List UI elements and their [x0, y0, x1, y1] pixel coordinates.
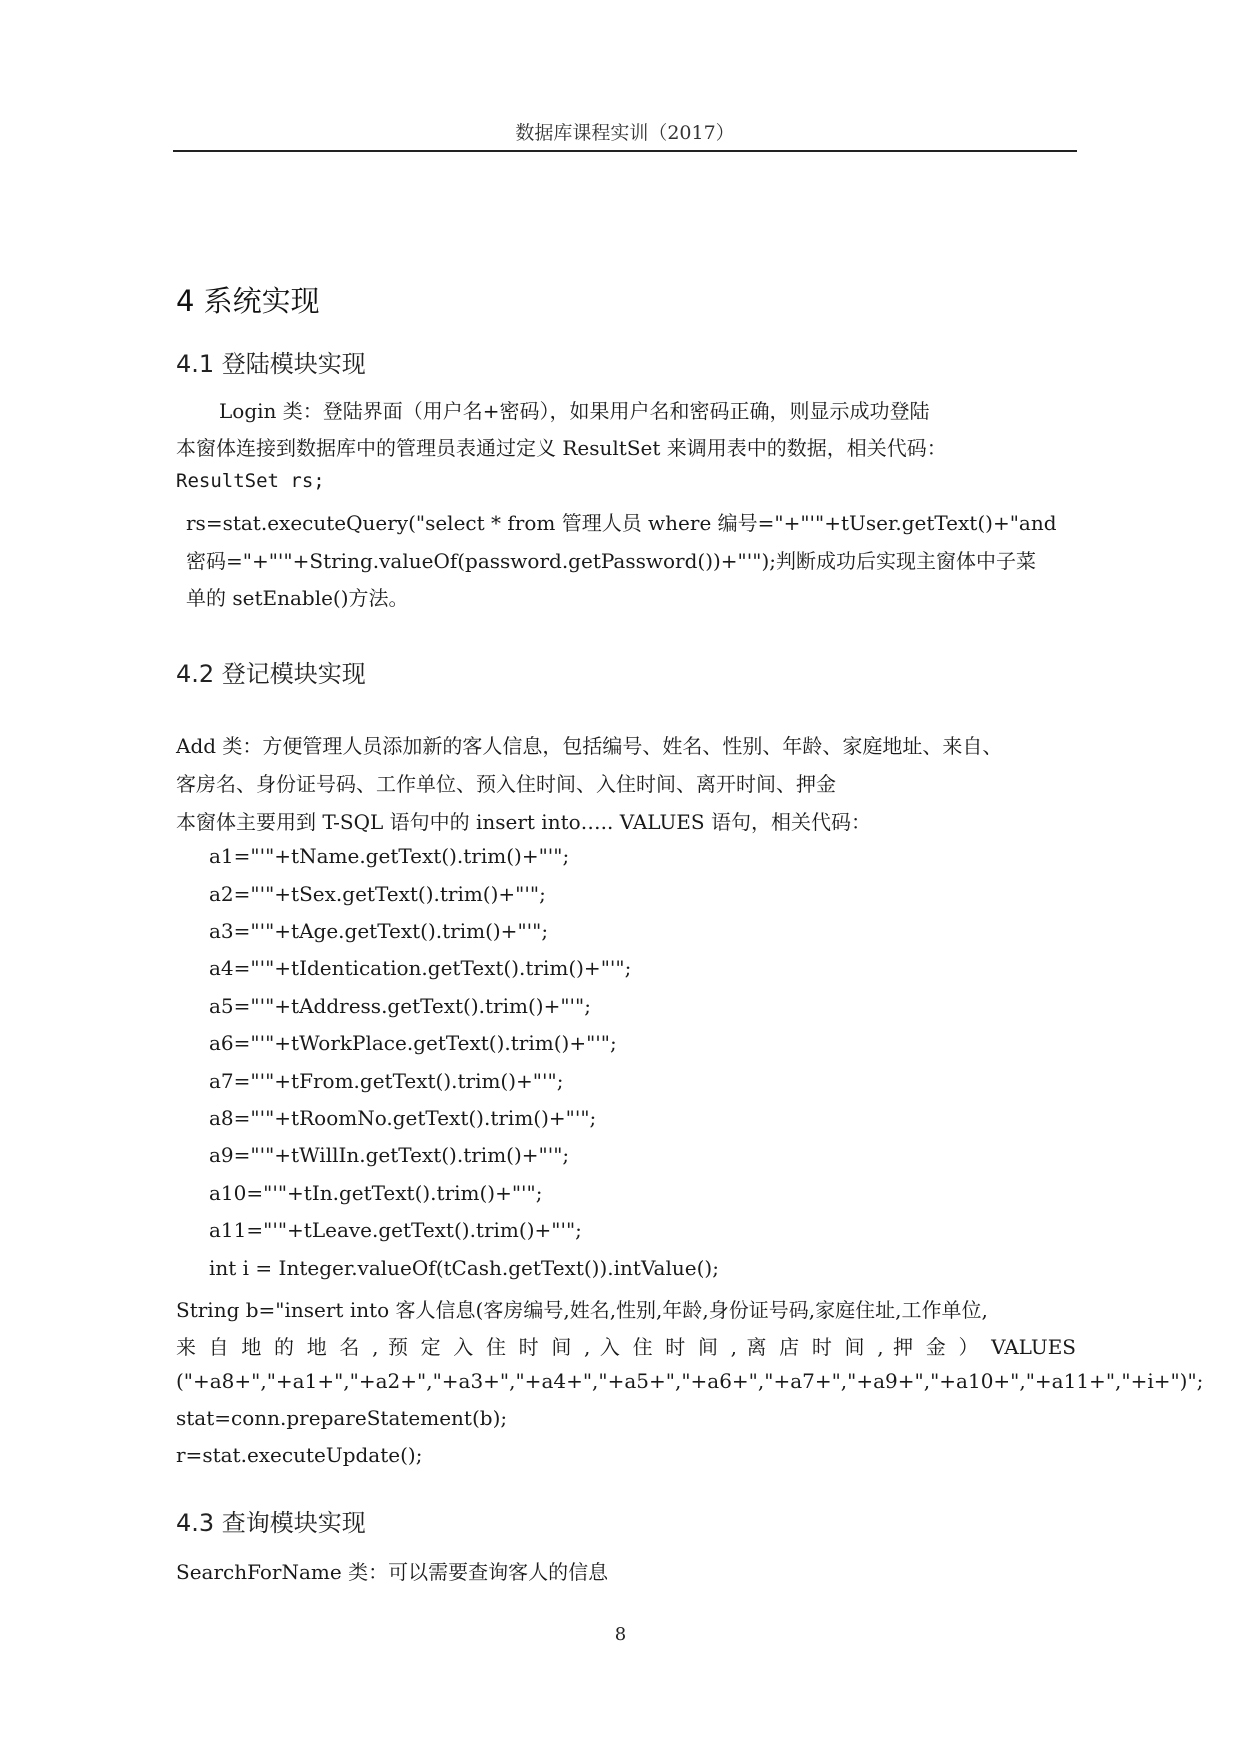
code-line: 来 自 地 的 地 名 , 预 定 入 住 时 间 , 入 住 时 间 , 离 店 时 间 , 押 金 ） VALUES	[176, 1335, 1076, 1359]
paragraph-line: SearchForName 类：可以需要查询客人的信息	[176, 1560, 609, 1584]
code-line: a4="'"+tIdentication.getText().trim()+"'";	[209, 956, 632, 980]
header-rule	[173, 150, 1077, 152]
code-line: ResultSet rs;	[176, 470, 325, 492]
code-line: rs=stat.executeQuery("select * from 管理人员 where 编号="+"'"+tUser.getText()+"and	[186, 511, 1057, 535]
section-4-heading: 4 系统实现	[176, 284, 320, 318]
code-line: a1="'"+tName.getText().trim()+"'";	[209, 844, 570, 868]
code-line: 密码="+"'"+String.valueOf(password.getPassword())+"'");判断成功后实现主窗体中子菜	[186, 549, 1036, 573]
code-line: a2="'"+tSex.getText().trim()+"'";	[209, 882, 546, 906]
paragraph-line: Add 类：方便管理人员添加新的客人信息，包括编号、姓名、性别、年龄、家庭地址、来自、	[176, 734, 1003, 758]
code-line: a8="'"+tRoomNo.getText().trim()+"'";	[209, 1106, 597, 1130]
header-title: 数据库课程实训（2017）	[515, 122, 735, 144]
code-line: a5="'"+tAddress.getText().trim()+"'";	[209, 994, 591, 1018]
section-4-2-heading: 4.2 登记模块实现	[176, 660, 366, 688]
code-line: String b="insert into 客人信息(客房编号,姓名,性别,年龄,身份证号码,家庭住址,工作单位,	[176, 1298, 988, 1322]
section-4-3-heading: 4.3 查询模块实现	[176, 1509, 366, 1537]
code-line: a10="'"+tIn.getText().trim()+"'";	[209, 1181, 543, 1205]
paragraph-line: 单的 setEnable()方法。	[186, 586, 409, 610]
code-line: a7="'"+tFrom.getText().trim()+"'";	[209, 1069, 564, 1093]
page-number: 8	[614, 1624, 627, 1645]
code-line: int i = Integer.valueOf(tCash.getText()).intValue();	[209, 1256, 719, 1280]
paragraph-line: Login 类：登陆界面（用户名+密码），如果用户名和密码正确，则显示成功登陆	[219, 399, 930, 423]
code-line: ("+a8+","+a1+","+a2+","+a3+","+a4+","+a5+","+a6+","+a7+","+a9+","+a10+","+a11+","+i+")";	[176, 1369, 1204, 1393]
code-line: r=stat.executeUpdate();	[176, 1443, 423, 1467]
code-line: a9="'"+tWillIn.getText().trim()+"'";	[209, 1143, 570, 1167]
code-line: a6="'"+tWorkPlace.getText().trim()+"'";	[209, 1031, 617, 1055]
paragraph-line: 客房名、身份证号码、工作单位、预入住时间、入住时间、离开时间、押金	[176, 772, 836, 796]
section-4-1-heading: 4.1 登陆模块实现	[176, 350, 366, 378]
paragraph-line: 本窗体连接到数据库中的管理员表通过定义 ResultSet 来调用表中的数据，相关代码：	[176, 436, 947, 460]
code-line: a3="'"+tAge.getText().trim()+"'";	[209, 919, 549, 943]
code-line: a11="'"+tLeave.getText().trim()+"'";	[209, 1218, 582, 1242]
paragraph-line: 本窗体主要用到 T-SQL 语句中的 insert into….. VALUES 语句，相关代码：	[176, 810, 871, 834]
code-line: stat=conn.prepareStatement(b);	[176, 1406, 508, 1430]
